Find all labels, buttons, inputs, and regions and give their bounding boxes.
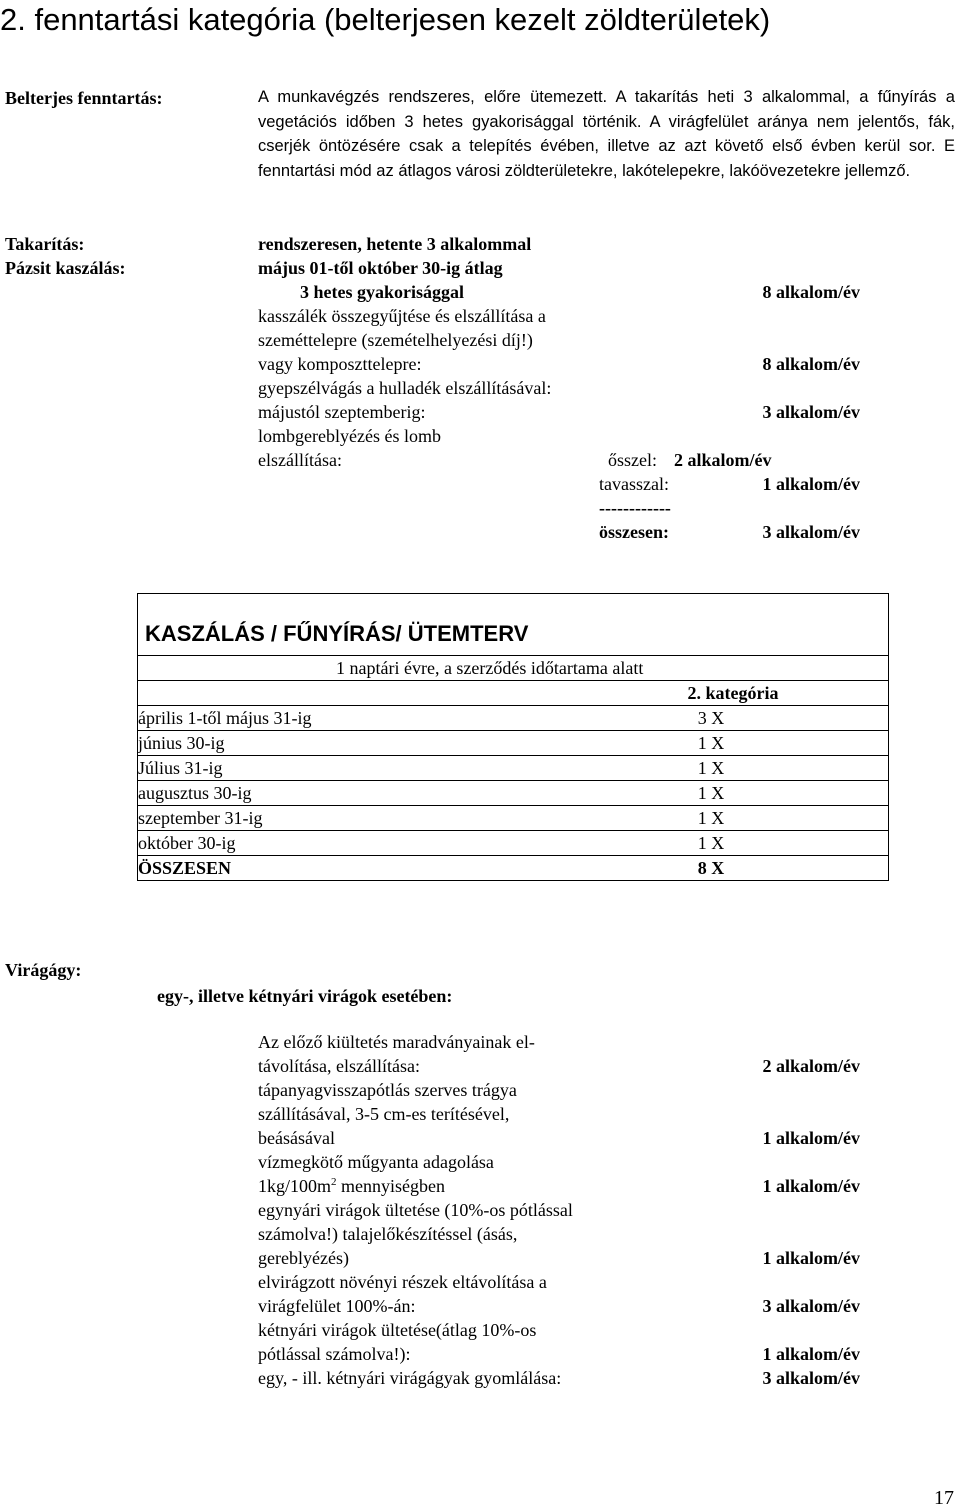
viragagy-line-tail: mennyiségben	[336, 1176, 445, 1196]
kaszalas-line3: kasszálék összegyűjtése és elszállítása a	[258, 306, 546, 326]
viragagy-freq: 1 alkalom/év	[762, 1248, 860, 1268]
kaszalas-line2-freq: 8 alkalom/év	[762, 282, 860, 302]
viragagy-subheading: egy-, illetve kétnyári virágok esetében:	[157, 986, 453, 1006]
kaszalas-line2: 3 hetes gyakorisággal	[300, 282, 464, 302]
viragagy-freq: 1 alkalom/év	[762, 1128, 860, 1148]
viragagy-line: egynyári virágok ültetése (10%-os pótlással	[258, 1200, 573, 1220]
viragagy-line: virágfelület 100%-án:	[258, 1296, 416, 1316]
belterjes-text: A munkavégzés rendszeres, előre ütemezett. A takarítás heti 3 alkalommal, a fűnyírás a vegetációs időben 3 hetes gyakorisággal történik. A virágfelület aránya nem jelentős, fák, cserjék öntözésére csak a telepítés évében, illetve az azt követő első évben kerül sor. E fenntartási mód az átlagos városi zöldterületekre, lakótelepekre, lakóövezetekre jellemző.	[258, 88, 955, 180]
schedule-subtitle: 1 naptári évre, a szerződés időtartama alatt	[336, 658, 644, 678]
schedule-total-label: ÖSSZESEN	[138, 858, 232, 878]
kaszalas-line7: májustól szeptemberig:	[258, 402, 426, 422]
viragagy-line: beásásával	[258, 1128, 335, 1148]
viragagy-freq: 1 alkalom/év	[762, 1176, 860, 1196]
schedule-period: Július 31-ig	[138, 758, 223, 778]
kaszalas-line5-freq: 8 alkalom/év	[762, 354, 860, 374]
kaszalas-line1: május 01-től október 30-ig átlag	[258, 258, 503, 278]
schedule-subtitle-row	[138, 655, 888, 681]
table-row	[138, 780, 888, 806]
schedule-title: KASZÁLÁS / FŰNYÍRÁS/ ÜTEMTERV	[145, 621, 529, 646]
kaszalas-line8: lombgereblyézés és lomb	[258, 426, 441, 446]
schedule-count: 1 X	[697, 733, 725, 753]
viragagy-line: tápanyagvisszapótlás szerves trágya	[258, 1080, 517, 1100]
schedule-header-row	[138, 680, 888, 706]
viragagy-line: szállításával, 3-5 cm-es terítésével,	[258, 1104, 510, 1124]
kaszalas-line4: szeméttelepre (szemételhelyezési díj!)	[258, 330, 533, 350]
schedule-period: október 30-ig	[138, 833, 236, 853]
viragagy-freq: 1 alkalom/év	[762, 1344, 860, 1364]
table-row	[138, 730, 888, 756]
osszesen-freq: 3 alkalom/év	[762, 522, 860, 542]
viragagy-line: gereblyézés)	[258, 1248, 349, 1268]
tavasszal-label: tavasszal:	[599, 474, 669, 494]
viragagy-freq: 2 alkalom/év	[762, 1056, 860, 1076]
schedule-count: 3 X	[697, 708, 725, 728]
schedule-total-count: 8 X	[697, 858, 725, 878]
viragagy-line: Az előző kiültetés maradványainak el-	[258, 1032, 535, 1052]
viragagy-line-area	[258, 1174, 445, 1198]
dash-separator: ------------	[599, 498, 671, 518]
page-number: 17	[934, 1487, 954, 1509]
kaszalas-label: Pázsit kaszálás:	[5, 258, 126, 278]
table-row	[138, 755, 888, 781]
schedule-period: szeptember 31-ig	[138, 808, 263, 828]
schedule-period: június 30-ig	[138, 733, 225, 753]
viragagy-line: 1kg/100m	[258, 1176, 332, 1196]
schedule-period: április 1-től május 31-ig	[138, 708, 312, 728]
belterjes-label: Belterjes fenntartás:	[5, 88, 163, 108]
viragagy-line: pótlással számolva!):	[258, 1344, 411, 1364]
viragagy-freq: 3 alkalom/év	[762, 1296, 860, 1316]
takaritas-label: Takarítás:	[5, 234, 85, 254]
kaszalas-line5: vagy komposzttelepre:	[258, 354, 422, 374]
kaszalas-line6: gyepszélvágás a hulladék elszállításával:	[258, 378, 552, 398]
schedule-total-row	[138, 855, 888, 881]
page-heading: 2. fenntartási kategória (belterjesen kezelt zöldterületek)	[0, 2, 771, 37]
schedule-count: 1 X	[697, 808, 725, 828]
viragagy-line: elvirágzott növényi részek eltávolítása a	[258, 1272, 547, 1292]
schedule-column-header: 2. kategória	[687, 683, 779, 703]
viragagy-line: számolva!) talajelőkészítéssel (ásás,	[258, 1224, 518, 1244]
table-row	[138, 705, 888, 731]
table-row	[138, 830, 888, 856]
schedule-count: 1 X	[697, 783, 725, 803]
viragagy-freq: 3 alkalom/év	[762, 1368, 860, 1388]
viragagy-line: kétnyári virágok ültetése(átlag 10%-os	[258, 1320, 537, 1340]
superscript: 2	[331, 1176, 337, 1188]
osszel-label: ősszel:	[608, 450, 657, 470]
tavasszal-freq: 1 alkalom/év	[762, 474, 860, 494]
osszel-freq: 2 alkalom/év	[674, 450, 772, 470]
osszesen-label: összesen:	[599, 522, 669, 542]
viragagy-line: távolítása, elszállítása:	[258, 1056, 420, 1076]
schedule-period: augusztus 30-ig	[138, 783, 252, 803]
schedule-count: 1 X	[697, 833, 725, 853]
kaszalas-line7-freq: 3 alkalom/év	[762, 402, 860, 422]
takaritas-text: rendszeresen, hetente 3 alkalommal	[258, 234, 532, 254]
schedule-count: 1 X	[697, 758, 725, 778]
viragagy-line: vízmegkötő műgyanta adagolása	[258, 1152, 494, 1172]
kaszalas-line9: elszállítása:	[258, 450, 342, 470]
viragagy-label: Virágágy:	[5, 960, 82, 980]
table-row	[138, 805, 888, 831]
viragagy-line: egy, - ill. kétnyári virágágyak gyomlálása:	[258, 1368, 562, 1388]
